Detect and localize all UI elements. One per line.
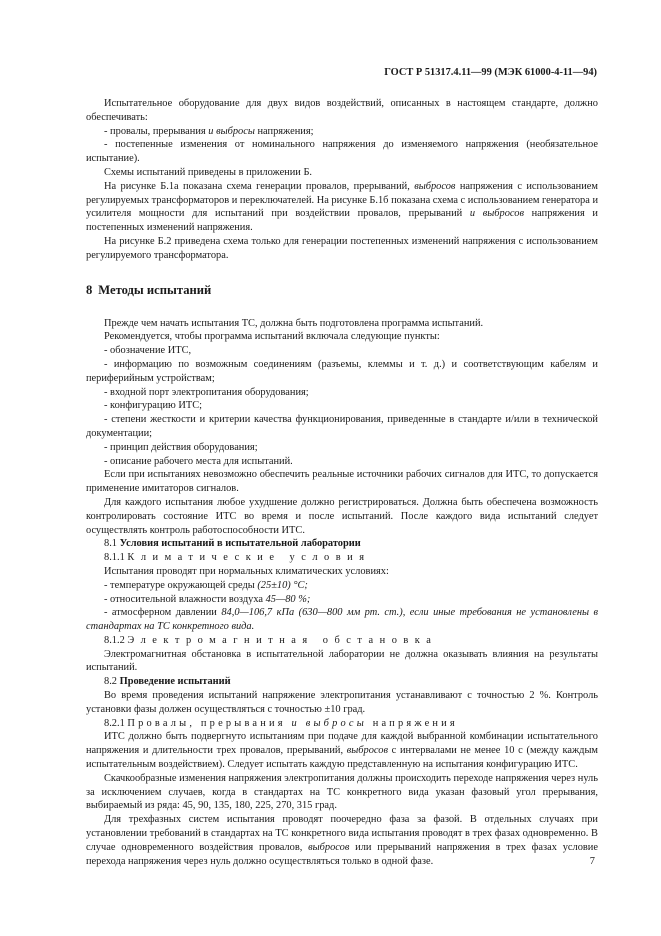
- subsection-paragraph: Испытания проводят при нормальных климатических условиях:: [104, 565, 389, 577]
- document-body: [86, 97, 598, 868]
- intro-paragraph: Испытательное оборудование для двух видов воздействий, описанных в настоящем стандарте, должно обеспечивать:: [86, 98, 598, 123]
- program-list-item: - обозначение ИТС,: [104, 345, 192, 357]
- standard-header: ГОСТ Р 51317.4.11—99 (МЭК 61000-4-11—94): [384, 67, 597, 78]
- section-heading: [86, 282, 598, 298]
- condition-item: - атмосферном давлении 84,0—106,7 кПа (630—800 мм рт. ст.), если иные требования не установлены в стандартах на ТС конкретного вида.: [86, 607, 598, 633]
- section-paragraph: Если при испытаниях невозможно обеспечить реальные источники рабочих сигналов для ИТС, то допускается применение имитаторов сигналов.: [86, 469, 598, 495]
- intro-list-item: - провалы, прерывания и выбросы напряжения;: [104, 125, 314, 137]
- subsection-paragraph: Электромагнитная обстановка в испытательной лаборатории не должна оказывать влияния на результаты испытаний.: [86, 648, 598, 674]
- intro-list-item: - постепенные изменения от номинального напряжения до изменяемого напряжения (необязательное испытание).: [86, 139, 598, 165]
- subsection-heading-8-1-1: 8.1.1 Климатические условия: [104, 552, 371, 564]
- subsection-heading-8-2: 8.2 Проведение испытаний: [104, 676, 231, 688]
- program-list-item: - степени жесткости и критерии качества функционирования, приведенные в стандарте и/или в технической документации;: [86, 414, 598, 439]
- condition-item: - температуре окружающей среды (25±10) °С;: [104, 579, 308, 591]
- intro-paragraph: Схемы испытаний приведены в приложении Б.: [104, 166, 313, 178]
- section-paragraph: Для каждого испытания любое ухудшение должно регистрироваться. Должна быть обеспечена возможность контролировать состояние ИТС во время и после испытаний. После каждого вида испытаний следует осуществлять контроль работоспособности ИТС.: [86, 496, 598, 536]
- subsection-heading-8-2-1: 8.2.1 Провалы, прерывания и выбросы напряжения: [104, 717, 458, 729]
- subsection-heading-8-1-2: 8.1.2 Электромагнитная обстановка: [104, 634, 438, 646]
- intro-paragraph: На рисунке Б.2 приведена схема только для генерации постепенных изменений напряжения с использованием регулируемого трансформатора.: [86, 235, 598, 261]
- subsection-paragraph: Скачкообразные изменения напряжения электропитания должны происходить переходе напряжения через нуль за исключением случаев, когда в стандартах на ТС конкретного вида указан фазовый угол прерывания, выбираемый из ряда: 45, 90, 135, 180, 225, 270, 315 град.: [86, 772, 598, 812]
- program-list-item: - конфигурацию ИТС;: [104, 400, 203, 412]
- section-paragraph: Прежде чем начать испытания ТС, должна быть подготовлена программа испытаний.: [104, 317, 484, 329]
- condition-item: - относительной влажности воздуха 45—80 %;: [104, 593, 311, 605]
- section-title: Методы испытаний: [98, 282, 212, 297]
- subsection-paragraph: ИТС должно быть подвергнуто испытаниям при подаче для каждой выбранной комбинации испытательного напряжения и длительности трех провалов, прерываний, выбросов с интервалами не менее 10 с (между каждым испытательным воздействием). Следует испытать каждую представленную на испытания конфигурацию ИТС.: [86, 731, 599, 771]
- program-list-item: - информацию по возможным соединениям (разъемы, клеммы и т. д.) и соответствующим кабелям и периферийным устройствам;: [86, 358, 598, 384]
- intro-paragraph: На рисунке Б.1а показана схема генерации провалов, прерываний, выбросов напряжения с использованием регулируемых трансформаторов и переключателей. На рисунке Б.1б показана схема с использованием генератора и усилителя мощности для испытаний при воздействии провалов, прерываний и выбросов напряжения и постепенных изменений напряжения.: [86, 180, 599, 234]
- subsection-paragraph: Для трехфазных систем испытания проводят поочередно фаза за фазой. В отдельных случаях при установлении требований в стандартах на ТС конкретного вида испытания проводят в трех фазах одновременно. В случае одновременного воздействия провалов, выбросов или прерываний напряжения в трех фазах условие перехода напряжения через нуль должно осуществляться только в одной фазе.: [86, 814, 598, 867]
- program-list-item: - описание рабочего места для испытаний.: [104, 455, 293, 467]
- program-list-item: - принцип действия оборудования;: [104, 441, 258, 453]
- section-number: 8: [86, 282, 93, 297]
- program-list-item: - входной порт электропитания оборудования;: [104, 386, 309, 398]
- page-number: 7: [589, 856, 595, 867]
- subsection-heading-8-1: 8.1 Условия испытаний в испытательной лаборатории: [104, 538, 361, 550]
- section-paragraph: Рекомендуется, чтобы программа испытаний включала следующие пункты:: [104, 331, 440, 343]
- subsection-paragraph: Во время проведения испытаний напряжение электропитания устанавливают с точностью 2 %. Контроль установки фазы должен осуществляться с точностью ±10 град.: [86, 690, 598, 715]
